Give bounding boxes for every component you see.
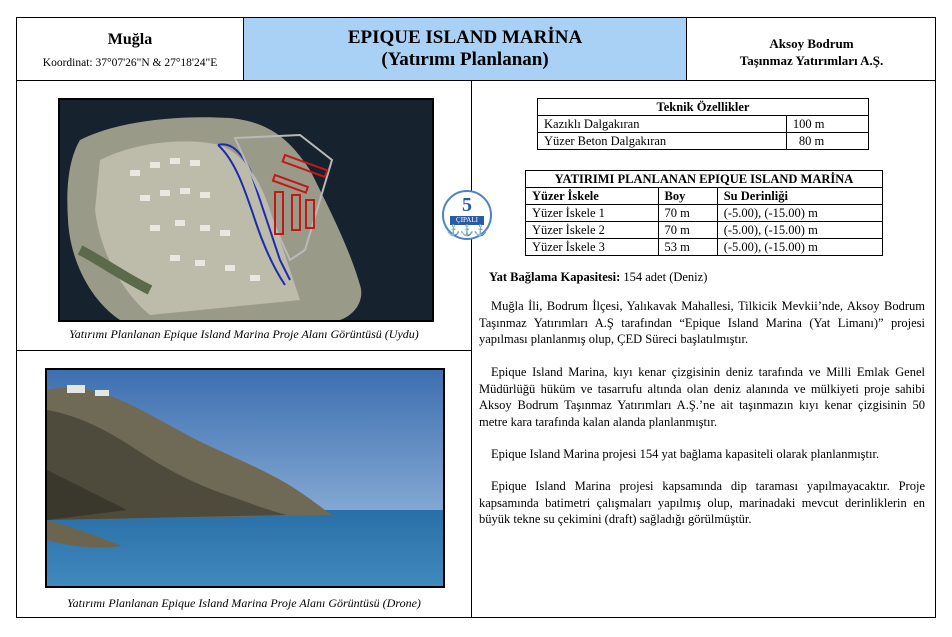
description-paragraph: Muğla İli, Bodrum İlçesi, Yalıkavak Mahallesi, Tilkicik Mevkii’nde, Aksoy Bodrum Taşınmaz Yatırımları A.Ş tarafından “Epique Island Marina (Yat Limanı)” projesi yapılması planlanmış olup, ÇED Süreci başlatılmıştır. (479, 299, 925, 346)
table-row (526, 222, 883, 239)
location-cell (17, 18, 244, 81)
info-sheet (16, 17, 936, 618)
technical-table (537, 98, 869, 150)
column-header: Boy (658, 188, 717, 205)
company-name-line1: Aksoy Bodrum (769, 36, 854, 51)
column-header: Yüzer İskele (526, 188, 659, 205)
pier-length: 70 m (658, 205, 717, 222)
pier-table (525, 170, 883, 256)
satellite-caption: Yatırımı Planlanan Epique Island Marina Proje Alanı Görüntüsü (Uydu) (69, 327, 419, 341)
table-row (526, 205, 883, 222)
pier-length: 70 m (658, 222, 717, 239)
coordinates: Koordinat: 37°07'26"N & 27°18'24"E (42, 57, 218, 69)
pier-name: Yüzer İskele 2 (526, 222, 659, 239)
pier-depth: (-5.00), (-15.00) m (717, 222, 882, 239)
satellite-illustration (60, 100, 432, 320)
company-name-line2: Taşınmaz Yatırımları A.Ş. (739, 53, 884, 68)
technical-value: 80 m (786, 133, 868, 150)
capacity-label: Yat Bağlama Kapasitesi: (489, 270, 621, 284)
technical-title: Teknik Özellikler (538, 99, 869, 116)
pier-name: Yüzer İskele 1 (526, 205, 659, 222)
title-cell (244, 18, 687, 81)
anchor-icon: ⚓⚓⚓ (446, 225, 488, 237)
image-divider (17, 350, 471, 351)
pier-table-title: YATIRIMI PLANLANAN EPIQUE ISLAND MARİNA (526, 171, 883, 188)
pier-depth: (-5.00), (-15.00) m (717, 205, 882, 222)
pier-length: 53 m (658, 239, 717, 256)
company-cell (687, 18, 936, 81)
badge-label: ÇIPALI (450, 216, 484, 225)
table-row (538, 116, 869, 133)
drone-illustration (47, 370, 443, 586)
berthing-capacity (489, 270, 707, 285)
pier-name: Yüzer İskele 3 (526, 239, 659, 256)
technical-value: 100 m (786, 116, 868, 133)
technical-name: Yüzer Beton Dalgakıran (538, 133, 787, 150)
technical-name: Kazıklı Dalgakıran (538, 116, 787, 133)
description-paragraph: Epique Island Marina, kıyı kenar çizgisinin deniz tarafında ve Milli Emlak Genel Müdürlüğü hüküm ve tasarrufu altında olan deniz alanında ve mülkiyeti proje sahibi Aksoy Bodrum Taşınmaz Yatırımları A.Ş.’ne ait taşınmazın kıyı kenar çizgisinin 50 metre kara tarafında kalan alanda planlanmıştır. (479, 365, 925, 429)
badge-number: 5 (462, 194, 472, 216)
table-row (526, 239, 883, 256)
column-header: Su Derinliği (717, 188, 882, 205)
city-name: Muğla (107, 31, 153, 48)
capacity-value: 154 adet (Deniz) (623, 270, 708, 284)
table-row (538, 133, 869, 150)
pier-depth: (-5.00), (-15.00) m (717, 239, 882, 256)
drone-image (45, 368, 445, 588)
column-divider (471, 81, 472, 618)
satellite-image (58, 98, 434, 322)
drone-caption: Yatırımı Planlanan Epique Island Marina Proje Alanı Görüntüsü (Drone) (67, 596, 421, 610)
page-title: EPIQUE ISLAND MARİNA (347, 27, 583, 48)
page-subtitle: (Yatırımı Planlanan) (381, 49, 549, 70)
description-paragraph: Epique Island Marina projesi 154 yat bağlama kapasiteli olarak planlanmıştır. (491, 447, 880, 461)
description-paragraph: Epique Island Marina projesi kapsamında dip taraması yapılmayacaktır. Proje kapsamında batimetri çalışmaları yapılmış olup, marinadaki mevcut derinliklerin en büyük tekne su çekimini (draft) sağladığı görülmüştür. (479, 479, 925, 526)
anchor-badge (442, 190, 492, 240)
